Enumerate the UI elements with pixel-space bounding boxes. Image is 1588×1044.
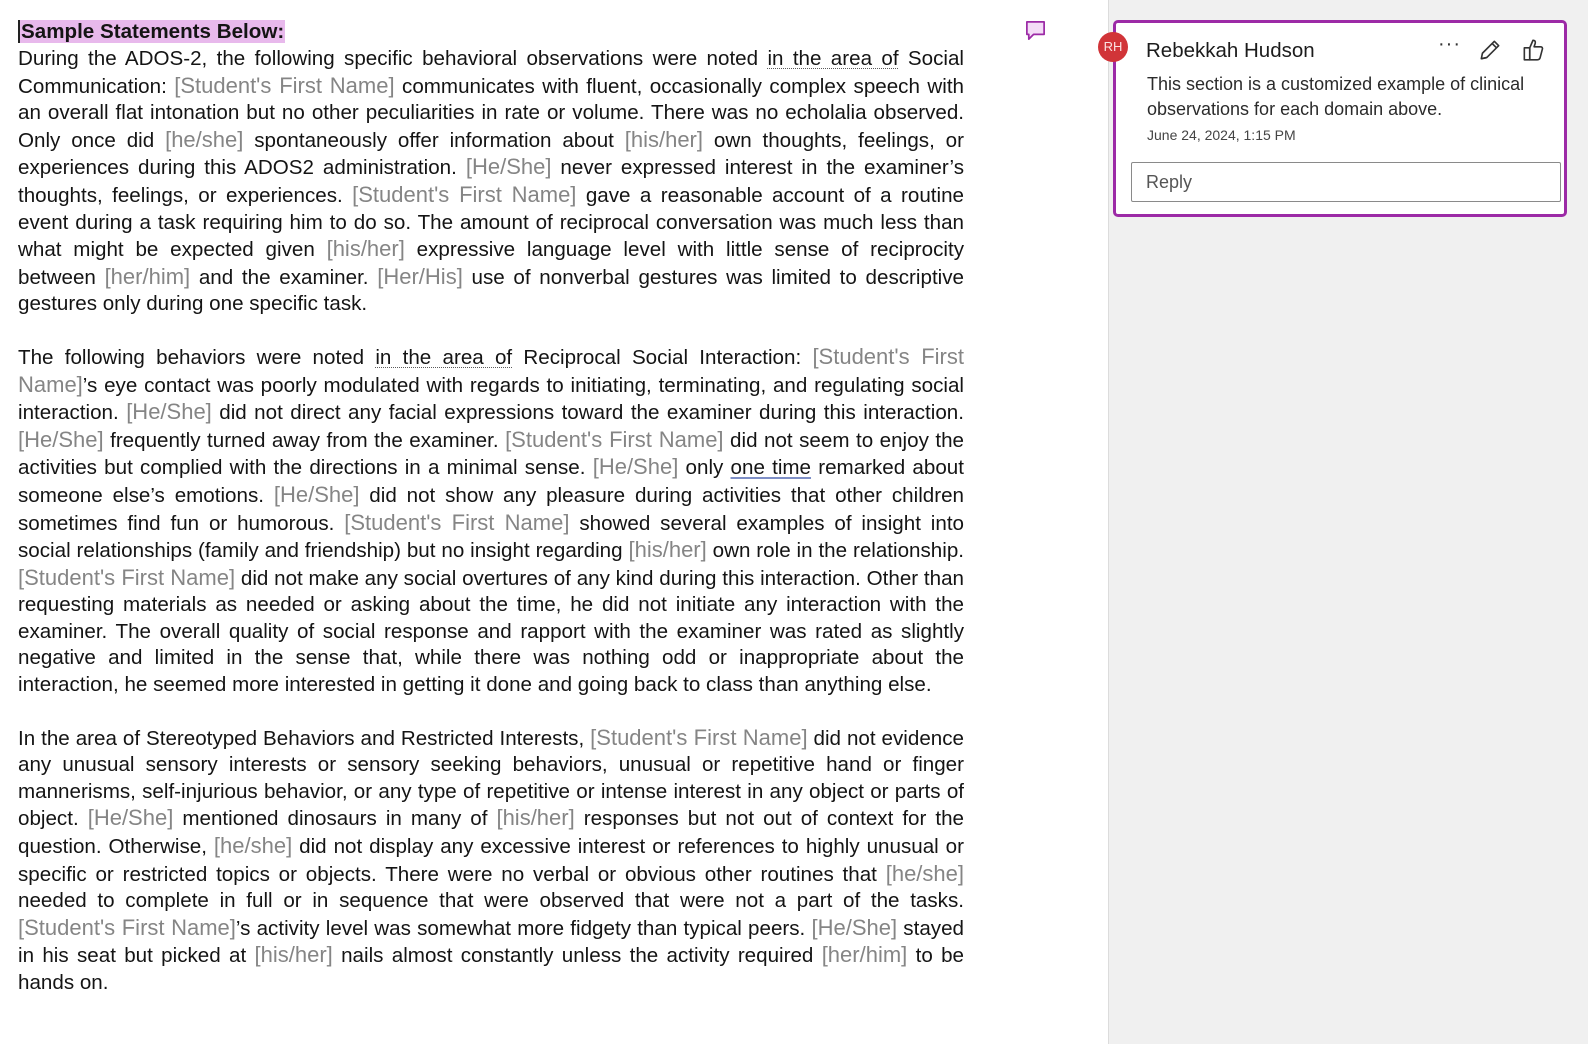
comment-text: This section is a customized example of clinical observations for each domain above. — [1147, 74, 1525, 119]
placeholder-field: [Student's First Name] — [18, 564, 236, 590]
text-run: own role in the relationship. — [706, 539, 965, 563]
placeholder-field: [He/She] — [811, 914, 898, 940]
placeholder-field: [He/She] — [126, 399, 212, 425]
flagged-phrase: in the area of — [767, 47, 899, 70]
text-run: responses but not out of context for the question. Otherwise, — [18, 807, 964, 859]
text-run: did not seem to enjoy the activities but complied with the directions in a minimal sense. — [18, 428, 964, 480]
placeholder-field: [he/she] — [165, 126, 244, 152]
comment-card[interactable] — [1113, 20, 1567, 217]
text-run: never expressed interest in the examiner’s thoughts, feelings, or experiences. — [18, 156, 965, 207]
placeholder-field: [He/She] — [273, 481, 360, 507]
placeholder-field: [He/She] — [87, 805, 174, 831]
placeholder-field: [her/him] — [821, 942, 908, 968]
placeholder-field: [he/she] — [885, 860, 964, 886]
text-run: did not make any social overtures of any kind during this interaction. Other than requesting materials as needed or asking about the time, he did not initiate any interaction with the examiner. The overall quality of social response and rapport with the examiner was rated as slightly negative and limited in the sense that, while there was nothing odd or inappropriate about the interaction, he seemed more interested in getting it done and going back to class than anything else. — [18, 566, 964, 697]
placeholder-field: [He/She] — [465, 154, 552, 180]
placeholder-field: [Student's First Name] — [18, 343, 964, 397]
text-run: stayed in his seat but picked at — [18, 916, 964, 968]
text-run: The following behaviors were noted — [18, 345, 376, 369]
placeholder-field: [Student's First Name] — [174, 72, 395, 98]
comments-pane — [1108, 0, 1588, 1044]
text-run: ’s activity level was somewhat more fidgety than typical peers. — [235, 916, 812, 940]
text-run: use of nonverbal gestures was limited to descriptive gestures only during one specific task. — [18, 265, 964, 316]
text-run: to be hands on. — [18, 944, 964, 994]
comment-author: Rebekkah Hudson — [1146, 39, 1315, 62]
text-run: showed several examples of insight into social relationships (family and friendship) but no insight regarding — [18, 511, 964, 563]
text-run: needed to complete in full or in sequence that were observed that were not a part of the tasks. — [18, 889, 964, 913]
placeholder-field: [Student's First Name] — [352, 181, 577, 207]
paragraph-social-interaction — [18, 344, 964, 699]
placeholder-field: [his/her] — [496, 805, 575, 831]
placeholder-field: [his/her] — [326, 236, 405, 262]
text-run: only — [678, 456, 731, 480]
pencil-icon[interactable] — [1477, 37, 1503, 63]
text-run: mentioned dinosaurs in many of — [173, 807, 497, 831]
placeholder-field: [he/she] — [213, 833, 293, 859]
text-run: In the area of Stereotyped Behaviors and Restricted Interests, — [18, 726, 591, 750]
flagged-phrase: in the area of — [375, 345, 513, 369]
placeholder-field: [Student's First Name] — [18, 914, 236, 940]
text-run: spontaneously offer information about — [243, 128, 625, 152]
placeholder-field: [his/her] — [254, 942, 333, 968]
flagged-phrase: one time — [730, 456, 812, 480]
paragraph-social-communication — [18, 46, 964, 318]
text-run: nails almost constantly unless the activity required — [332, 944, 822, 968]
text-run: own thoughts, feelings, or experiences during this ADOS2 administration. — [18, 128, 964, 180]
text-run: remarked about someone else’s emotions. — [18, 456, 964, 507]
heading-text: Sample Statements Below: — [18, 20, 285, 43]
text-run: did not display any excessive interest or references to highly unusual or specific or restricted topics or objects. There were no verbal or obvious other routines that — [18, 835, 964, 886]
placeholder-field: [Student's First Name] — [505, 426, 724, 452]
paragraph-restricted-interests — [18, 725, 964, 997]
text-run: did not evidence any unusual sensory interests or sensory seeking behaviors, unusual or repetitive hand or finger mannerisms, self-injurious behavior, or any type of repetitive or intense interest in any object or parts of object. — [18, 726, 964, 831]
placeholder-field: [He/She] — [592, 454, 679, 480]
document-body[interactable] — [18, 18, 964, 1023]
text-run: Reciprocal Social Interaction: — [512, 345, 813, 369]
text-run: did not show any pleasure during activities that other children sometimes find fun or humorous. — [18, 483, 964, 535]
placeholder-field: [his/her] — [624, 126, 703, 152]
text-run: Social Communication: — [18, 47, 965, 98]
author-avatar: RH — [1098, 32, 1128, 62]
placeholder-field: [her/him] — [104, 263, 191, 289]
text-run: communicates with fluent, occasionally complex speech with an overall flat intonation but no other peculiarities in rate or volume. There was no echolalia observed. Only once did — [18, 74, 964, 152]
comment-timestamp: June 24, 2024, 1:15 PM — [1147, 127, 1296, 143]
more-options-icon[interactable]: ··· — [1438, 33, 1461, 55]
text-run: ’s eye contact was poorly modulated with regards to initiating, terminating, and regulating social interaction. — [18, 373, 964, 425]
text-run: gave a reasonable account of a routine event during a task requiring him to do so. The amount of reciprocal conversation was much less than what might be expected given — [18, 183, 964, 262]
text-run: expressive language level with little sense of reciprocity between — [18, 238, 964, 289]
placeholder-field: [Student's First Name] — [344, 509, 570, 535]
placeholder-field: [Student's First Name] — [590, 724, 808, 750]
placeholder-field: [He/She] — [18, 426, 104, 452]
document-heading — [18, 18, 964, 46]
placeholder-field: [Her/His] — [377, 263, 463, 289]
text-run: and the examiner. — [190, 265, 378, 289]
reply-input[interactable] — [1131, 162, 1561, 202]
text-run: did not direct any facial expressions toward the examiner during this interaction. — [211, 401, 964, 425]
comment-marker-icon[interactable] — [1024, 19, 1047, 42]
text-run: frequently turned away from the examiner. — [103, 428, 506, 452]
text-run: During the ADOS-2, the following specific behavioral observations were noted — [18, 47, 768, 70]
thumbs-up-icon[interactable] — [1520, 37, 1546, 63]
placeholder-field: [his/her] — [628, 537, 707, 563]
